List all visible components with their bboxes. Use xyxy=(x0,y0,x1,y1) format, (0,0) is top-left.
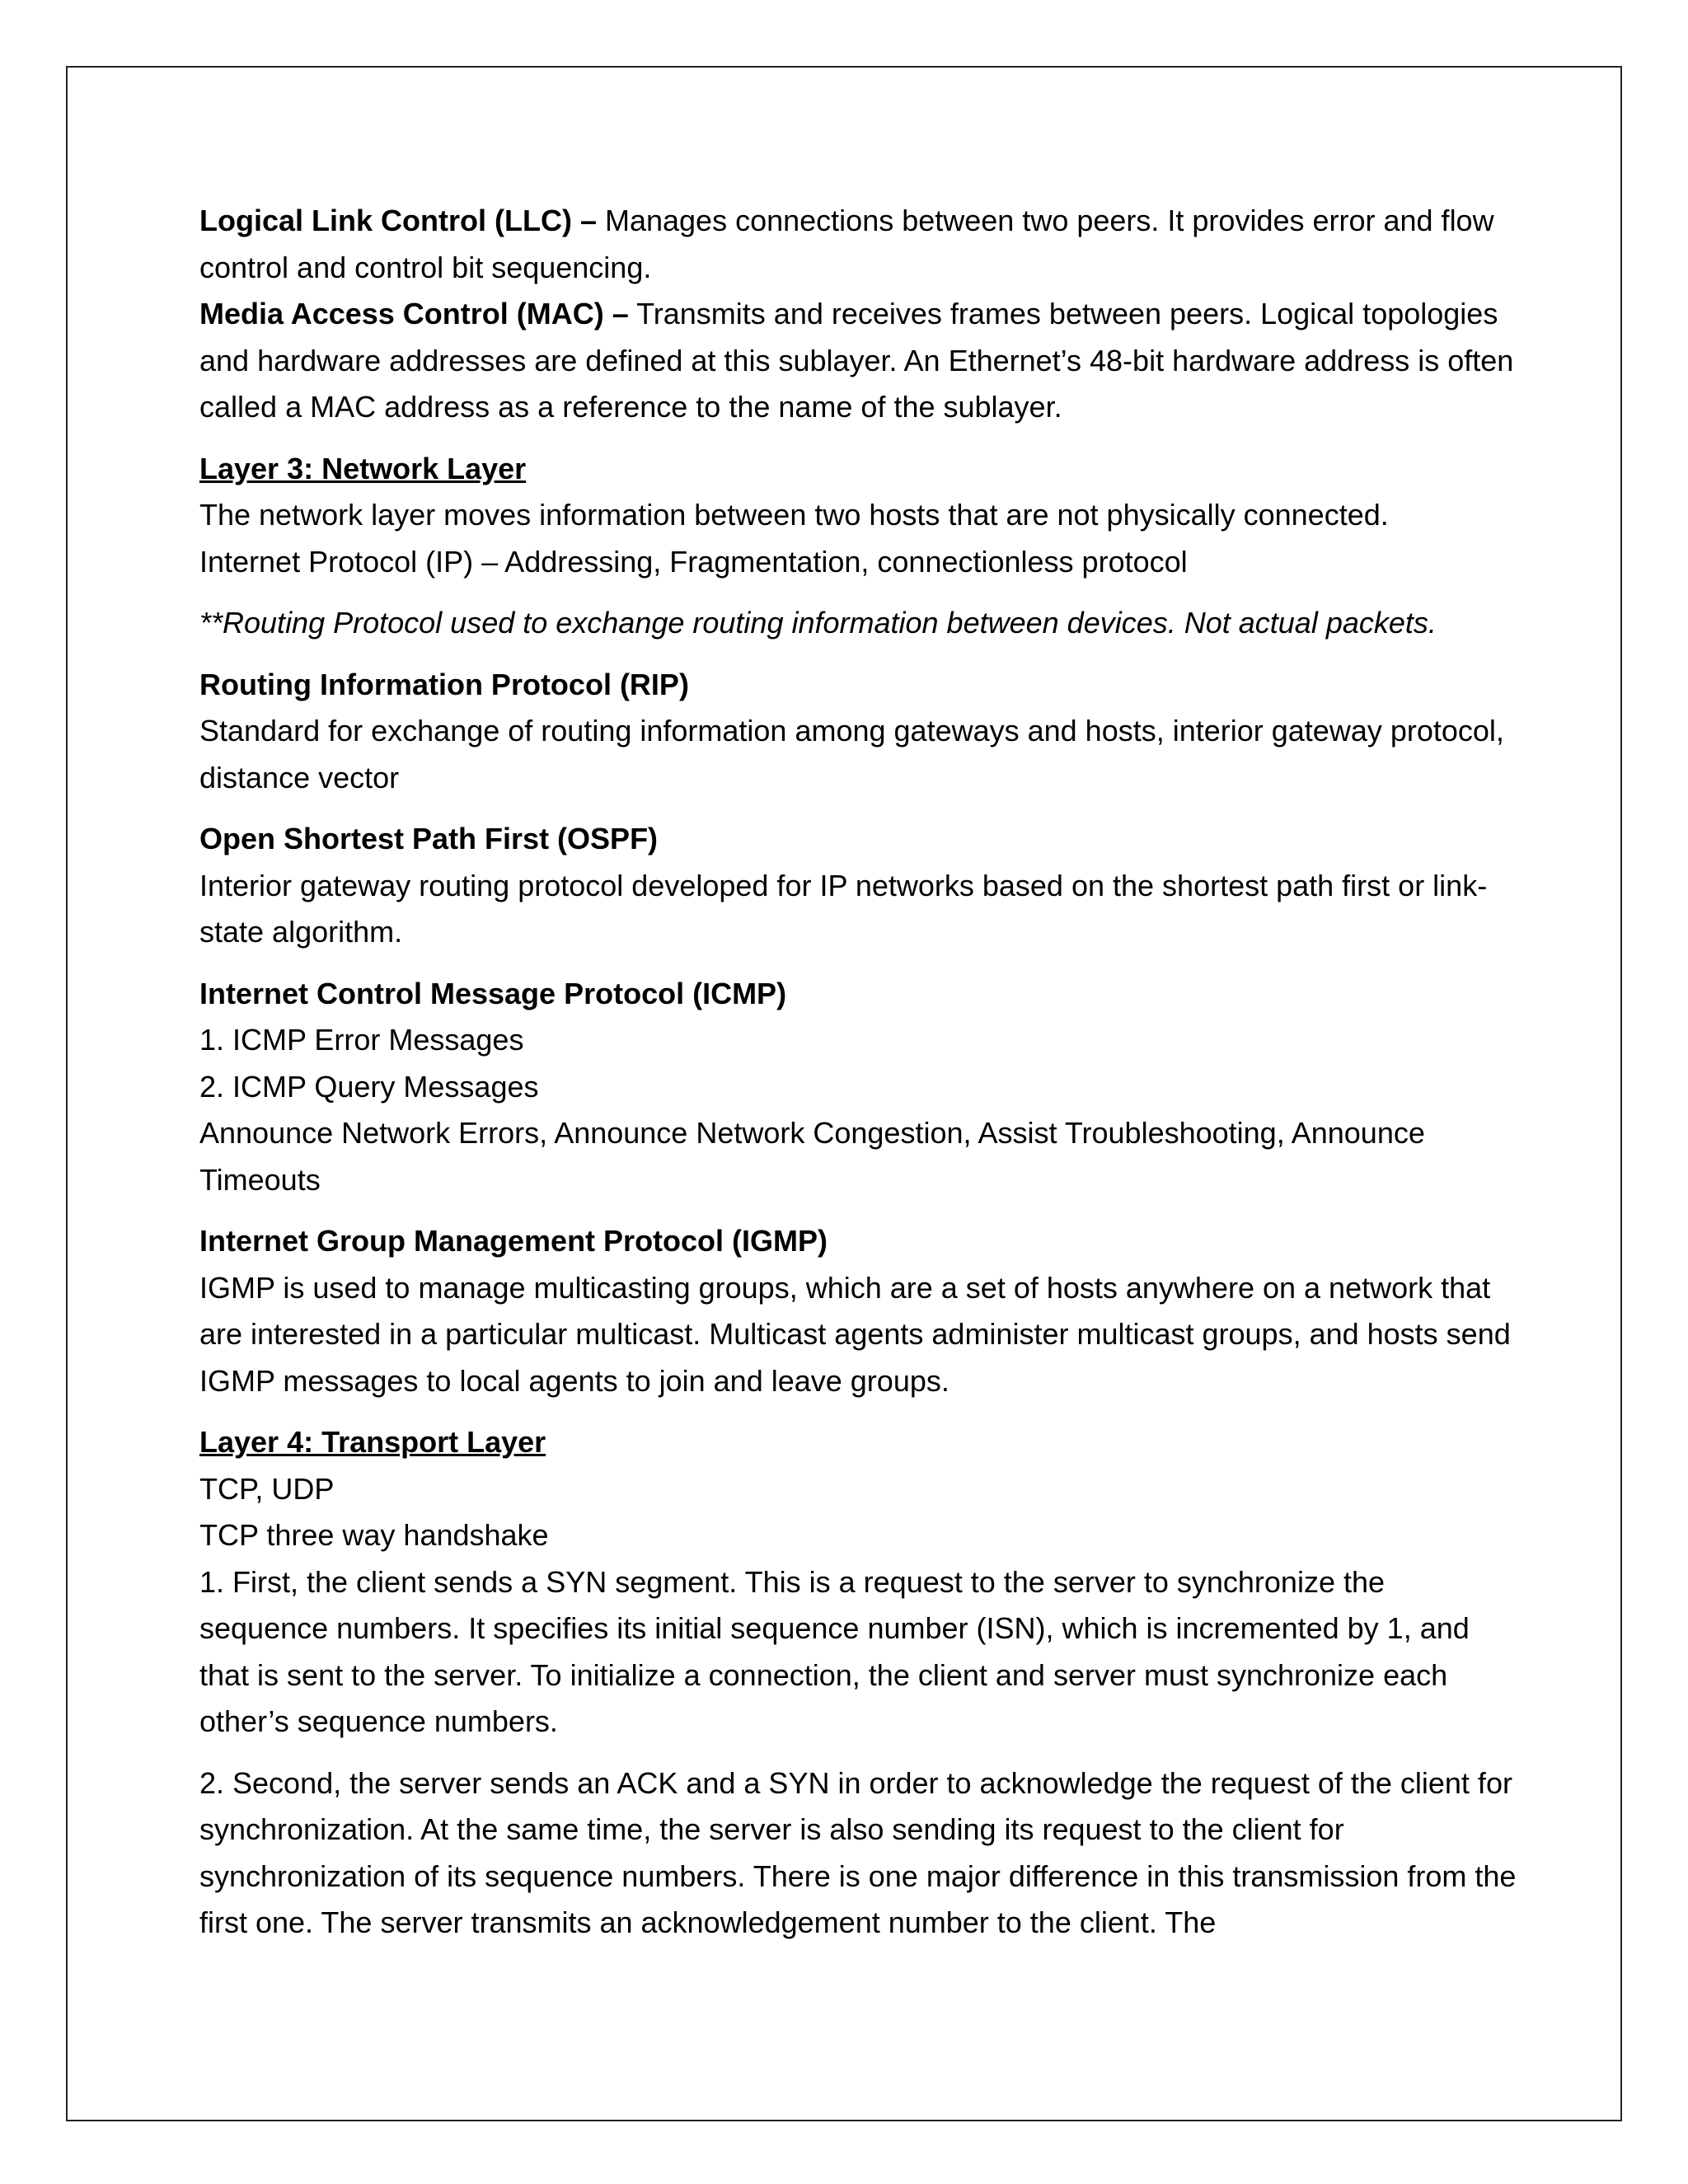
ospf-heading: Open Shortest Path First (OSPF) xyxy=(199,822,659,855)
llc-text: Manages connections between two peers. It provides error and flow control and control bit sequencing. xyxy=(199,204,1494,284)
mac-text: Transmits and receives frames between peers. Logical topologies and hardware addresses are defined at this sublayer. An Ethernet’s 48-bit hardware address is often called a MAC address as a reference to the name of the sublayer. xyxy=(199,297,1514,424)
icmp-heading: Internet Control Message Protocol (ICMP) xyxy=(199,976,787,1010)
handshake-step2: 2. Second, the server sends an ACK and a SYN in order to acknowledge the request of the client for synchronization. At the same time, the server is also sending its request to the client for synchronization of its sequence numbers. There is one major difference in this transmission from the first one. The server transmits an acknowledgement number to the client. The xyxy=(199,1765,1517,1939)
icmp-item1: 1. ICMP Error Messages xyxy=(199,1023,524,1057)
igmp-heading: Internet Group Management Protocol (IGMP) xyxy=(199,1224,828,1258)
rip-heading: Routing Information Protocol (RIP) xyxy=(199,667,689,701)
icmp-section xyxy=(199,971,1518,1204)
ospf-section xyxy=(199,816,1518,956)
document-body xyxy=(199,198,1518,1947)
layer4-section xyxy=(199,1419,1518,1746)
layer3-line2: Internet Protocol (IP) – Addressing, Fragmentation, connectionless protocol xyxy=(199,544,1188,579)
layer4-line2: TCP three way handshake xyxy=(199,1518,549,1552)
igmp-text: IGMP is used to manage multicasting groups, which are a set of hosts anywhere on a network that are interested in a particular multicast. Multicast agents administer multicast groups, and hosts send IGMP messages to local agents to join and leave groups. xyxy=(199,1270,1511,1398)
rip-section xyxy=(199,662,1518,802)
icmp-text: Announce Network Errors, Announce Network Congestion, Assist Troubleshooting, Announce Timeouts xyxy=(199,1116,1425,1197)
rip-text: Standard for exchange of routing information among gateways and hosts, interior gateway protocol, distance vector xyxy=(199,714,1504,794)
handshake-step1: 1. First, the client sends a SYN segment. This is a request to the server to synchronize the sequence numbers. It specifies its initial sequence number (ISN), which is incremented by 1, and that is sent to the server. To initialize a connection, the client and server must synchronize each other’s sequence numbers. xyxy=(199,1564,1470,1738)
layer3-heading: Layer 3: Network Layer xyxy=(199,451,527,485)
icmp-item2: 2. ICMP Query Messages xyxy=(199,1069,539,1104)
layer4-line1: TCP, UDP xyxy=(199,1471,335,1506)
llc-paragraph xyxy=(199,198,1518,291)
layer4-heading: Layer 4: Transport Layer xyxy=(199,1425,546,1459)
mac-paragraph xyxy=(199,291,1518,431)
routing-note: **Routing Protocol used to exchange routing information between devices. Not actual packets. xyxy=(199,606,1437,640)
layer3-line1: The network layer moves information between two hosts that are not physically connected. xyxy=(199,498,1389,532)
igmp-section xyxy=(199,1218,1518,1404)
layer3-section xyxy=(199,446,1518,586)
llc-term: Logical Link Control (LLC) – xyxy=(199,204,597,237)
ospf-text: Interior gateway routing protocol developed for IP networks based on the shortest path first or link-state algorithm. xyxy=(199,868,1488,949)
mac-term: Media Access Control (MAC) – xyxy=(199,297,629,330)
